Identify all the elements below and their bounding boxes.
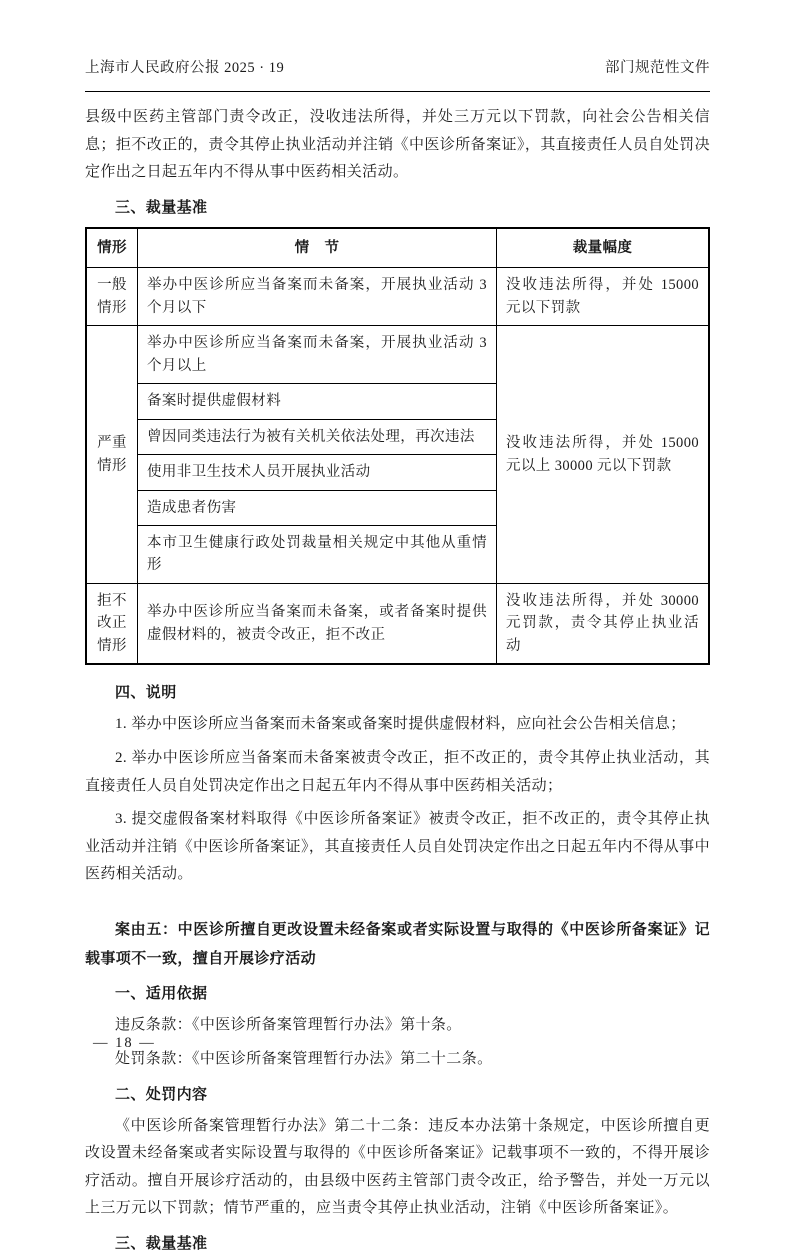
circumstance-cell: 备案时提供虚假材料	[138, 384, 497, 419]
penalty-clause: 处罚条款：《中医诊所备案管理暂行办法》第二十二条。	[115, 1051, 493, 1067]
case5-heading-basis-of-application: 一、适用依据	[115, 985, 208, 1003]
col-header-range: 裁量幅度	[497, 228, 710, 268]
page-number: — 18 —	[93, 1035, 156, 1051]
note-item-1: 1. 举办中医诊所应当备案而未备案或备案时提供虚假材料，应向社会公告相关信息；	[115, 716, 686, 733]
col-header-circumstance: 情 节	[138, 228, 497, 268]
circumstance-cell: 曾因同类违法行为被有关机关依法处理，再次违法	[138, 419, 497, 454]
circumstance-cell: 造成患者伤害	[138, 490, 497, 525]
situation-cell-general: 一般情形	[86, 268, 138, 326]
intro-paragraph: 县级中医药主管部门责令改正，没收违法所得，并处三万元以下罚款，向社会公告相关信息；拒不改正的，责令其停止执业活动并注销《中医诊所备案证》，其直接责任人员自处罚决定作出之日起五年内不得从事中医药相关活动。	[85, 109, 710, 181]
case5-heading-discretion-basis: 三、裁量基准	[115, 1234, 208, 1252]
table-header-row	[86, 228, 709, 268]
violation-clause: 违反条款：《中医诊所备案管理暂行办法》第十条。	[115, 1017, 462, 1034]
header-divider	[85, 91, 710, 92]
range-cell-general: 没收违法所得，并处 15000 元以下罚款	[497, 268, 710, 326]
range-cell-severe: 没收违法所得，并处 15000 元以上 30000 元以下罚款	[497, 326, 710, 584]
circumstance-cell: 举办中医诊所应当备案而未备案，或者备案时提供虚假材料的，被责令改正，拒不改正	[138, 583, 497, 664]
situation-cell-refusal: 拒不改正情形	[86, 583, 138, 664]
document-category: 部门规范性文件	[605, 60, 710, 76]
table-row	[86, 583, 709, 664]
case-five-title: 案由五：中医诊所擅自更改设置未经备案或者实际设置与取得的《中医诊所备案证》记载事项不一致，擅自开展诊疗活动	[85, 920, 710, 968]
note-item-2: 2. 举办中医诊所应当备案而未备案被责令改正，拒不改正的，责令其停止执业活动，其直接责任人员自处罚决定作出之日起五年内不得从事中医药相关活动；	[85, 749, 710, 794]
situation-cell-severe: 严重情形	[86, 326, 138, 584]
table-row	[86, 268, 709, 326]
circumstance-cell: 举办中医诊所应当备案而未备案，开展执业活动 3 个月以下	[138, 268, 497, 326]
circumstance-cell: 本市卫生健康行政处罚裁量相关规定中其他从重情形	[138, 526, 497, 584]
gazette-title: 上海市人民政府公报 2025 · 19	[85, 60, 285, 76]
circumstance-cell: 举办中医诊所应当备案而未备案，开展执业活动 3 个月以上	[138, 326, 497, 384]
table-row	[86, 326, 709, 384]
section-heading-notes: 四、说明	[115, 684, 177, 702]
section-heading-basis: 三、裁量基准	[115, 198, 208, 216]
note-item-3: 3. 提交虚假备案材料取得《中医诊所备案证》被责令改正，拒不改正的，责令其停止执业活动并注销《中医诊所备案证》，其直接责任人员自处罚决定作出之日起五年内不得从事中医药相关活动。	[85, 811, 710, 883]
penalty-content-paragraph: 《中医诊所备案管理暂行办法》第二十二条：违反本办法第十条规定，中医诊所擅自更改设置未经备案或者实际设置与取得的《中医诊所备案证》记载事项不一致的，不得开展诊疗活动。擅自开展诊疗活动的，由县级中医药主管部门责令改正，给予警告，并处一万元以上三万元以下罚款；情节严重的，应当责令其停止执业活动，注销《中医诊所备案证》。	[85, 1117, 710, 1217]
discretion-basis-table	[85, 227, 710, 666]
circumstance-cell: 使用非卫生技术人员开展执业活动	[138, 455, 497, 490]
col-header-situation: 情形	[86, 228, 138, 268]
case5-heading-penalty-content: 二、处罚内容	[115, 1085, 208, 1103]
range-cell-refusal: 没收违法所得，并处 30000 元罚款，责令其停止执业活动	[497, 583, 710, 664]
running-header	[85, 56, 710, 77]
